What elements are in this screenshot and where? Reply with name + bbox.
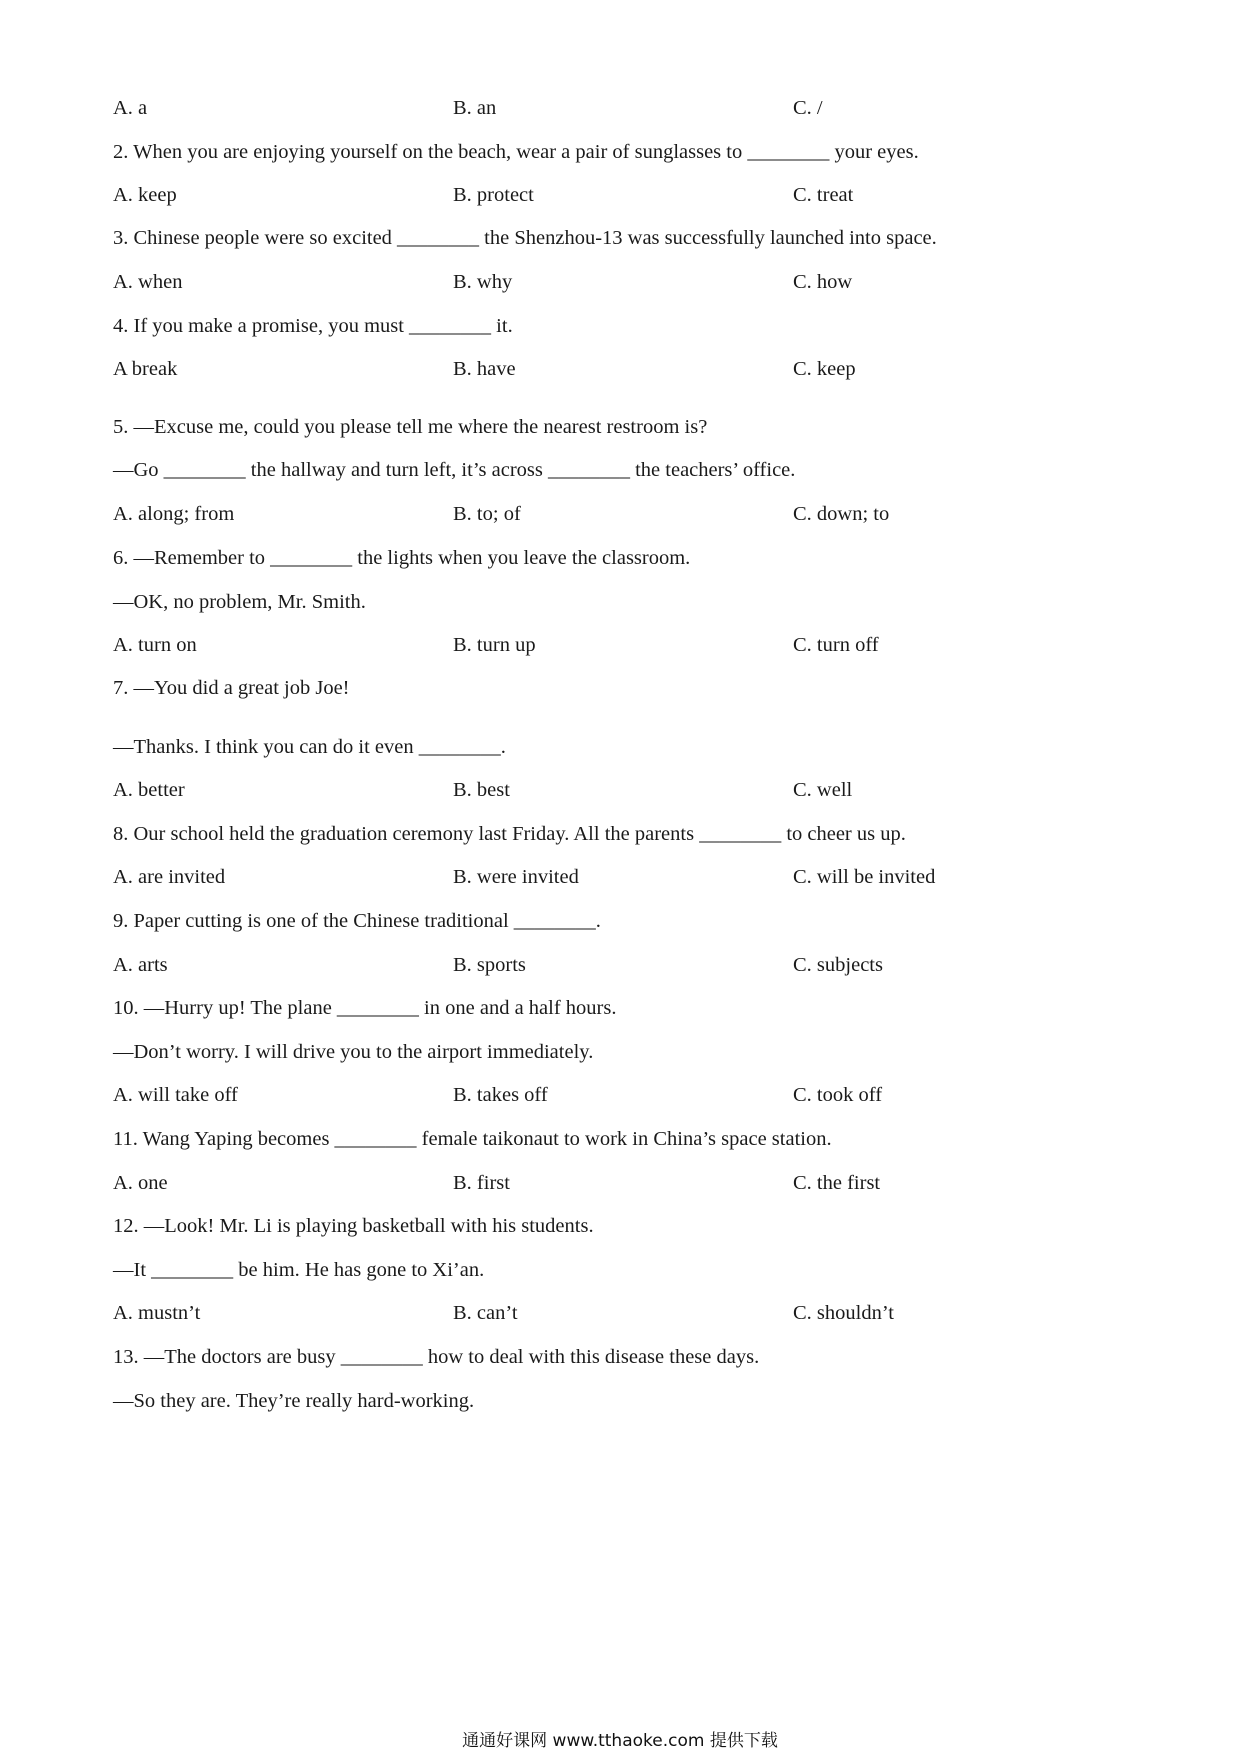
q11-option-a: A. one	[113, 1172, 168, 1194]
q6-option-c: C. turn off	[793, 634, 879, 656]
q1-option-a: A. a	[113, 97, 148, 119]
q5-option-c: C. down; to	[793, 503, 890, 525]
q13-reply: —So they are. They’re really hard-working.	[113, 1390, 475, 1412]
q4-stem: 4. If you make a promise, you must ________ it.	[113, 315, 513, 337]
q5-stem: 5. —Excuse me, could you please tell me where the nearest restroom is?	[113, 416, 708, 438]
q5-reply: —Go ________ the hallway and turn left, it’s across ________ the teachers’ office.	[113, 459, 796, 481]
q11-stem: 11. Wang Yaping becomes ________ female taikonaut to work in China’s space station.	[113, 1128, 832, 1150]
q10-option-a: A. will take off	[113, 1084, 238, 1106]
q12-option-b: B. can’t	[453, 1302, 518, 1324]
q1-option-c: C. /	[793, 97, 823, 119]
q10-option-b: B. takes off	[453, 1084, 548, 1106]
q3-option-c: C. how	[793, 271, 853, 293]
q7-option-a: A. better	[113, 779, 185, 801]
q10-option-c: C. took off	[793, 1084, 883, 1106]
q4-option-a: A break	[113, 358, 178, 380]
q9-stem: 9. Paper cutting is one of the Chinese traditional ________.	[113, 910, 601, 932]
q2-option-c: C. treat	[793, 184, 854, 206]
q12-reply: —It ________ be him. He has gone to Xi’an.	[113, 1259, 485, 1281]
page-footer: 通通好课网 www.tthaoke.com 提供下载	[462, 1731, 778, 1751]
q9-option-b: B. sports	[453, 954, 526, 976]
q3-stem: 3. Chinese people were so excited ________ the Shenzhou-13 was successfully launched into space.	[113, 227, 937, 249]
q2-stem: 2. When you are enjoying yourself on the beach, wear a pair of sunglasses to ________ your eyes.	[113, 141, 919, 163]
q7-stem: 7. —You did a great job Joe!	[113, 677, 350, 699]
q10-stem: 10. —Hurry up! The plane ________ in one and a half hours.	[113, 997, 617, 1019]
q12-option-a: A. mustn’t	[113, 1302, 201, 1324]
q13-stem: 13. —The doctors are busy ________ how to deal with this disease these days.	[113, 1346, 760, 1368]
q6-option-b: B. turn up	[453, 634, 536, 656]
q6-option-a: A. turn on	[113, 634, 197, 656]
q6-reply: —OK, no problem, Mr. Smith.	[113, 591, 366, 613]
q3-option-a: A. when	[113, 271, 183, 293]
q8-option-a: A. are invited	[113, 866, 226, 888]
q11-option-b: B. first	[453, 1172, 510, 1194]
q11-option-c: C. the first	[793, 1172, 881, 1194]
q5-option-b: B. to; of	[453, 503, 521, 525]
q8-option-b: B. were invited	[453, 866, 579, 888]
q7-option-c: C. well	[793, 779, 853, 801]
q4-option-b: B. have	[453, 358, 516, 380]
q12-stem: 12. —Look! Mr. Li is playing basketball with his students.	[113, 1215, 594, 1237]
q12-option-c: C. shouldn’t	[793, 1302, 894, 1324]
q7-option-b: B. best	[453, 779, 510, 801]
q10-reply: —Don’t worry. I will drive you to the airport immediately.	[113, 1041, 594, 1063]
q5-option-a: A. along; from	[113, 503, 235, 525]
q9-option-a: A. arts	[113, 954, 168, 976]
q2-option-a: A. keep	[113, 184, 177, 206]
q8-stem: 8. Our school held the graduation ceremony last Friday. All the parents ________ to cheer us up.	[113, 823, 906, 845]
q4-option-c: C. keep	[793, 358, 856, 380]
q9-option-c: C. subjects	[793, 954, 883, 976]
q2-option-b: B. protect	[453, 184, 534, 206]
q1-option-b: B. an	[453, 97, 497, 119]
q3-option-b: B. why	[453, 271, 513, 293]
q6-stem: 6. —Remember to ________ the lights when you leave the classroom.	[113, 547, 691, 569]
q7-reply: —Thanks. I think you can do it even ________.	[113, 736, 506, 758]
q8-option-c: C. will be invited	[793, 866, 936, 888]
